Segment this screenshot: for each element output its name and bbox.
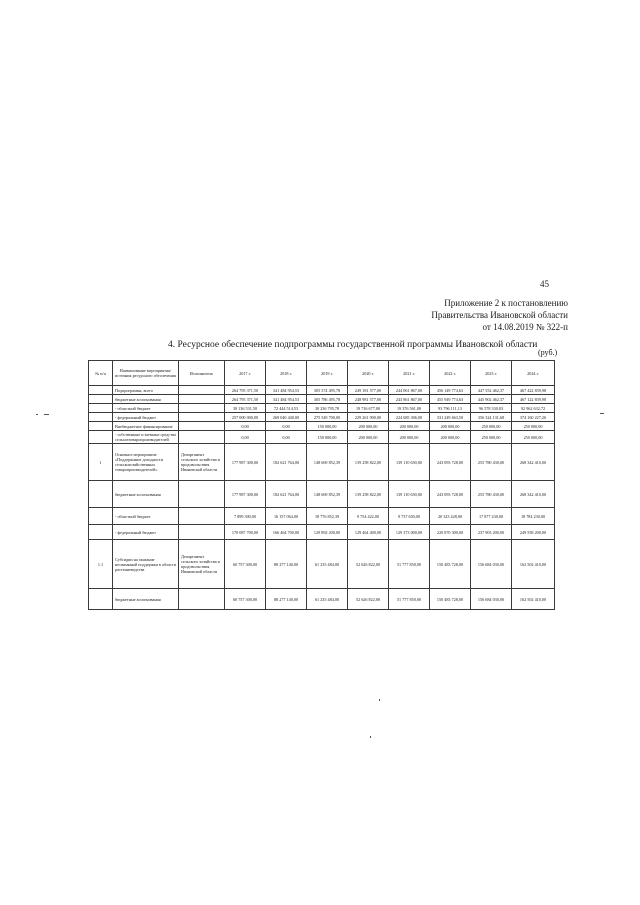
value-cell: 19 716 677,00 — [348, 404, 389, 413]
value-cell: 250 000,00 — [471, 422, 512, 431]
table-row — [89, 589, 555, 610]
value-cell: 264 795 371,50 — [225, 386, 266, 395]
value-cell: 305 374 495,78 — [307, 386, 348, 395]
value-cell: 200 000,00 — [389, 431, 430, 444]
column-header: 2022 г. — [430, 361, 471, 386]
value-cell: 129 892 200,00 — [307, 525, 348, 540]
value-cell: 20 323 428,00 — [430, 508, 471, 525]
value-cell: 248 981 577,00 — [348, 395, 389, 404]
row-number-cell — [89, 395, 113, 404]
value-cell: 30 236 795,78 — [307, 404, 348, 413]
appendix-reference — [431, 297, 568, 333]
value-cell: 88 277 140,00 — [266, 589, 307, 610]
row-executor-cell — [179, 413, 225, 422]
value-cell: 129 373 000,00 — [389, 525, 430, 540]
value-cell: 61 235 484,00 — [307, 589, 348, 610]
value-cell: 72 444 514,53 — [266, 404, 307, 413]
row-executor-cell — [179, 404, 225, 413]
value-cell: 156 684 030,00 — [471, 540, 512, 589]
value-cell: 150 000,00 — [307, 422, 348, 431]
appendix-line: от 14.08.2019 № 322-п — [482, 322, 568, 332]
value-cell: 447 552 462,37 — [471, 386, 512, 395]
row-executor-cell: Департамент сельского хозяйства и продовольствия Ивановской области — [179, 444, 225, 481]
value-cell: 237 903 200,00 — [471, 525, 512, 540]
row-number-cell: 1 — [89, 444, 113, 481]
value-cell: 257 000 000,00 — [225, 413, 266, 422]
value-cell: 250 000,00 — [512, 431, 555, 444]
value-cell: 250 000,00 — [471, 431, 512, 444]
row-number-cell — [89, 508, 113, 525]
value-cell: 129 464 400,00 — [348, 525, 389, 540]
value-cell: 255 780 430,00 — [471, 481, 512, 508]
row-number-cell — [89, 422, 113, 431]
value-cell: 92 962 632,72 — [512, 404, 555, 413]
value-cell: 243 861 867,00 — [389, 395, 430, 404]
column-header: Наименование мероприятия/ источник ресурсного обеспечения — [113, 361, 179, 386]
row-name-cell: Субсидии на оказание несвязанной поддержки в области растениеводства — [113, 540, 179, 589]
value-cell: 200 000,00 — [389, 422, 430, 431]
row-executor-cell — [179, 431, 225, 444]
value-cell: 200 000,00 — [430, 422, 471, 431]
value-cell: 249 181 577,00 — [348, 386, 389, 395]
row-executor-cell — [179, 395, 225, 404]
column-header: 2024 г. — [512, 361, 555, 386]
value-cell: 16 157 064,00 — [266, 508, 307, 525]
value-cell: 374 160 227,26 — [512, 413, 555, 422]
value-cell: 182 621 764,00 — [266, 481, 307, 508]
row-number-cell — [89, 386, 113, 395]
row-name-cell: Подпрограмма, всего — [113, 386, 179, 395]
row-name-cell: - собственные и заемные средства сельхозтоваропроизводителей — [113, 431, 179, 444]
value-cell: 39 136 531,50 — [225, 404, 266, 413]
unit-label: (руб.) — [538, 348, 558, 357]
column-header: 2018 г. — [266, 361, 307, 386]
value-cell: 341 484 954,53 — [266, 386, 307, 395]
value-cell: 305 786 495,78 — [307, 395, 348, 404]
row-name-cell: - областной бюджет — [113, 508, 179, 525]
value-cell: 51 777 850,00 — [389, 589, 430, 610]
value-cell: 455 949 774,63 — [430, 395, 471, 404]
value-cell: 331 249 663,50 — [430, 413, 471, 422]
value-cell: 244 061 867,00 — [389, 386, 430, 395]
resource-table — [88, 360, 555, 610]
value-cell: 60 757 300,00 — [225, 540, 266, 589]
value-cell: 139 258 822,00 — [348, 481, 389, 508]
value-cell: 7 899 300,00 — [225, 508, 266, 525]
row-number-cell: 1.1 — [89, 540, 113, 589]
value-cell: 162 502 410,00 — [512, 540, 555, 589]
value-cell: 148 669 852,39 — [307, 481, 348, 508]
value-cell: 96 578 330,83 — [471, 404, 512, 413]
table-row — [89, 422, 555, 431]
value-cell: 243 093 728,00 — [430, 444, 471, 481]
table-row — [89, 481, 555, 508]
value-cell: 88 277 140,00 — [266, 540, 307, 589]
row-name-cell: бюджетные ассигнования — [113, 481, 179, 508]
row-number-cell — [89, 404, 113, 413]
row-executor-cell — [179, 481, 225, 508]
value-cell: 18 776 852,39 — [307, 508, 348, 525]
row-name-cell: - областной бюджет — [113, 404, 179, 413]
row-executor-cell — [179, 386, 225, 395]
column-header: Исполнитель — [179, 361, 225, 386]
value-cell: 229 261 900,00 — [348, 413, 389, 422]
value-cell: 61 235 484,00 — [307, 540, 348, 589]
table-row — [89, 540, 555, 589]
value-cell: 93 796 111,13 — [430, 404, 471, 413]
scan-speck — [36, 414, 38, 415]
column-header: 2017 г. — [225, 361, 266, 386]
value-cell: 150 000,00 — [307, 431, 348, 444]
value-cell: 200 000,00 — [348, 431, 389, 444]
value-cell: 148 669 852,39 — [307, 444, 348, 481]
table-row — [89, 413, 555, 422]
row-number-cell — [89, 431, 113, 444]
value-cell: 60 757 300,00 — [225, 589, 266, 610]
value-cell: 264 795 371,50 — [225, 395, 266, 404]
value-cell: 445 902 462,37 — [471, 395, 512, 404]
row-name-cell: бюджетные ассигнования — [113, 395, 179, 404]
value-cell: 200 000,00 — [348, 422, 389, 431]
value-cell: 0,00 — [266, 431, 307, 444]
value-cell: 9 737 650,00 — [389, 508, 430, 525]
value-cell: 182 621 764,00 — [266, 444, 307, 481]
table-row — [89, 395, 555, 404]
value-cell: 18 784 230,00 — [512, 508, 555, 525]
column-header: 2020 г. — [348, 361, 389, 386]
table-row — [89, 525, 555, 540]
column-header: 2023 г. — [471, 361, 512, 386]
table-row — [89, 508, 555, 525]
row-executor-cell — [179, 508, 225, 525]
value-cell: 177 987 300,00 — [225, 444, 266, 481]
value-cell: 139 110 650,00 — [389, 444, 430, 481]
value-cell: 268 342 410,00 — [512, 481, 555, 508]
document-title: 4. Ресурсное обеспечение подпрограммы государственной программы Ивановской области — [168, 340, 538, 350]
value-cell: 150 483 728,00 — [430, 540, 471, 589]
value-cell: 220 870 300,00 — [430, 525, 471, 540]
row-name-cell: - федеральный бюджет — [113, 525, 179, 540]
value-cell: 268 342 410,00 — [512, 444, 555, 481]
scan-speck — [600, 413, 604, 414]
value-cell: 52 626 822,00 — [348, 540, 389, 589]
value-cell: 139 258 822,00 — [348, 444, 389, 481]
row-name-cell: бюджетные ассигнования — [113, 589, 179, 610]
value-cell: 156 684 030,00 — [471, 589, 512, 610]
row-number-cell — [89, 589, 113, 610]
value-cell: 467 422 839,98 — [512, 386, 555, 395]
value-cell: 249 558 200,00 — [512, 525, 555, 540]
value-cell: 17 877 230,00 — [471, 508, 512, 525]
table-row — [89, 386, 555, 395]
column-header: 2019 г. — [307, 361, 348, 386]
value-cell: 275 549 700,00 — [307, 413, 348, 422]
value-cell: 200 000,00 — [430, 431, 471, 444]
value-cell: 224 685 306,00 — [389, 413, 430, 422]
value-cell: 269 040 440,00 — [266, 413, 307, 422]
appendix-line: Приложение 2 к постановлению — [444, 298, 568, 308]
table-row — [89, 444, 555, 481]
value-cell: 166 464 700,00 — [266, 525, 307, 540]
value-cell: 243 093 728,00 — [430, 481, 471, 508]
value-cell: 467 122 839,98 — [512, 395, 555, 404]
value-cell: 52 626 822,00 — [348, 589, 389, 610]
row-number-cell — [89, 525, 113, 540]
table-row — [89, 431, 555, 444]
value-cell: 356 324 131,68 — [471, 413, 512, 422]
value-cell: 51 777 850,00 — [389, 540, 430, 589]
row-name-cell: Внебюджетное финансирование — [113, 422, 179, 431]
row-name-cell: - федеральный бюджет — [113, 413, 179, 422]
row-name-cell: Основное мероприятие «Поддержание доходности сельскохозяйственных товаропроизводителей» — [113, 444, 179, 481]
value-cell: 150 483 728,00 — [430, 589, 471, 610]
value-cell: 341 484 954,53 — [266, 395, 307, 404]
appendix-line: Правительства Ивановской области — [431, 310, 568, 320]
table-row — [89, 404, 555, 413]
value-cell: 170 087 700,00 — [225, 525, 266, 540]
page-number: 45 — [540, 279, 549, 289]
table-header-row — [89, 361, 555, 386]
value-cell: 177 987 300,00 — [225, 481, 266, 508]
value-cell: 0,00 — [225, 422, 266, 431]
value-cell: 255 780 430,00 — [471, 444, 512, 481]
value-cell: 162 502 410,00 — [512, 589, 555, 610]
value-cell: 250 000,00 — [512, 422, 555, 431]
value-cell: 19 376 561,00 — [389, 404, 430, 413]
row-number-cell — [89, 413, 113, 422]
column-header: 2021 г. — [389, 361, 430, 386]
row-executor-cell — [179, 525, 225, 540]
row-number-cell — [89, 481, 113, 508]
value-cell: 139 110 650,00 — [389, 481, 430, 508]
value-cell: 0,00 — [266, 422, 307, 431]
scan-speck — [44, 414, 49, 415]
row-executor-cell — [179, 422, 225, 431]
scan-speck — [370, 736, 371, 738]
column-header: № п/п — [89, 361, 113, 386]
value-cell: 456 149 774,63 — [430, 386, 471, 395]
row-executor-cell: Департамент сельского хозяйства и продовольствия Ивановской области — [179, 540, 225, 589]
value-cell: 0,00 — [225, 431, 266, 444]
value-cell: 9 754 422,00 — [348, 508, 389, 525]
scan-speck — [379, 699, 380, 701]
row-executor-cell — [179, 589, 225, 610]
